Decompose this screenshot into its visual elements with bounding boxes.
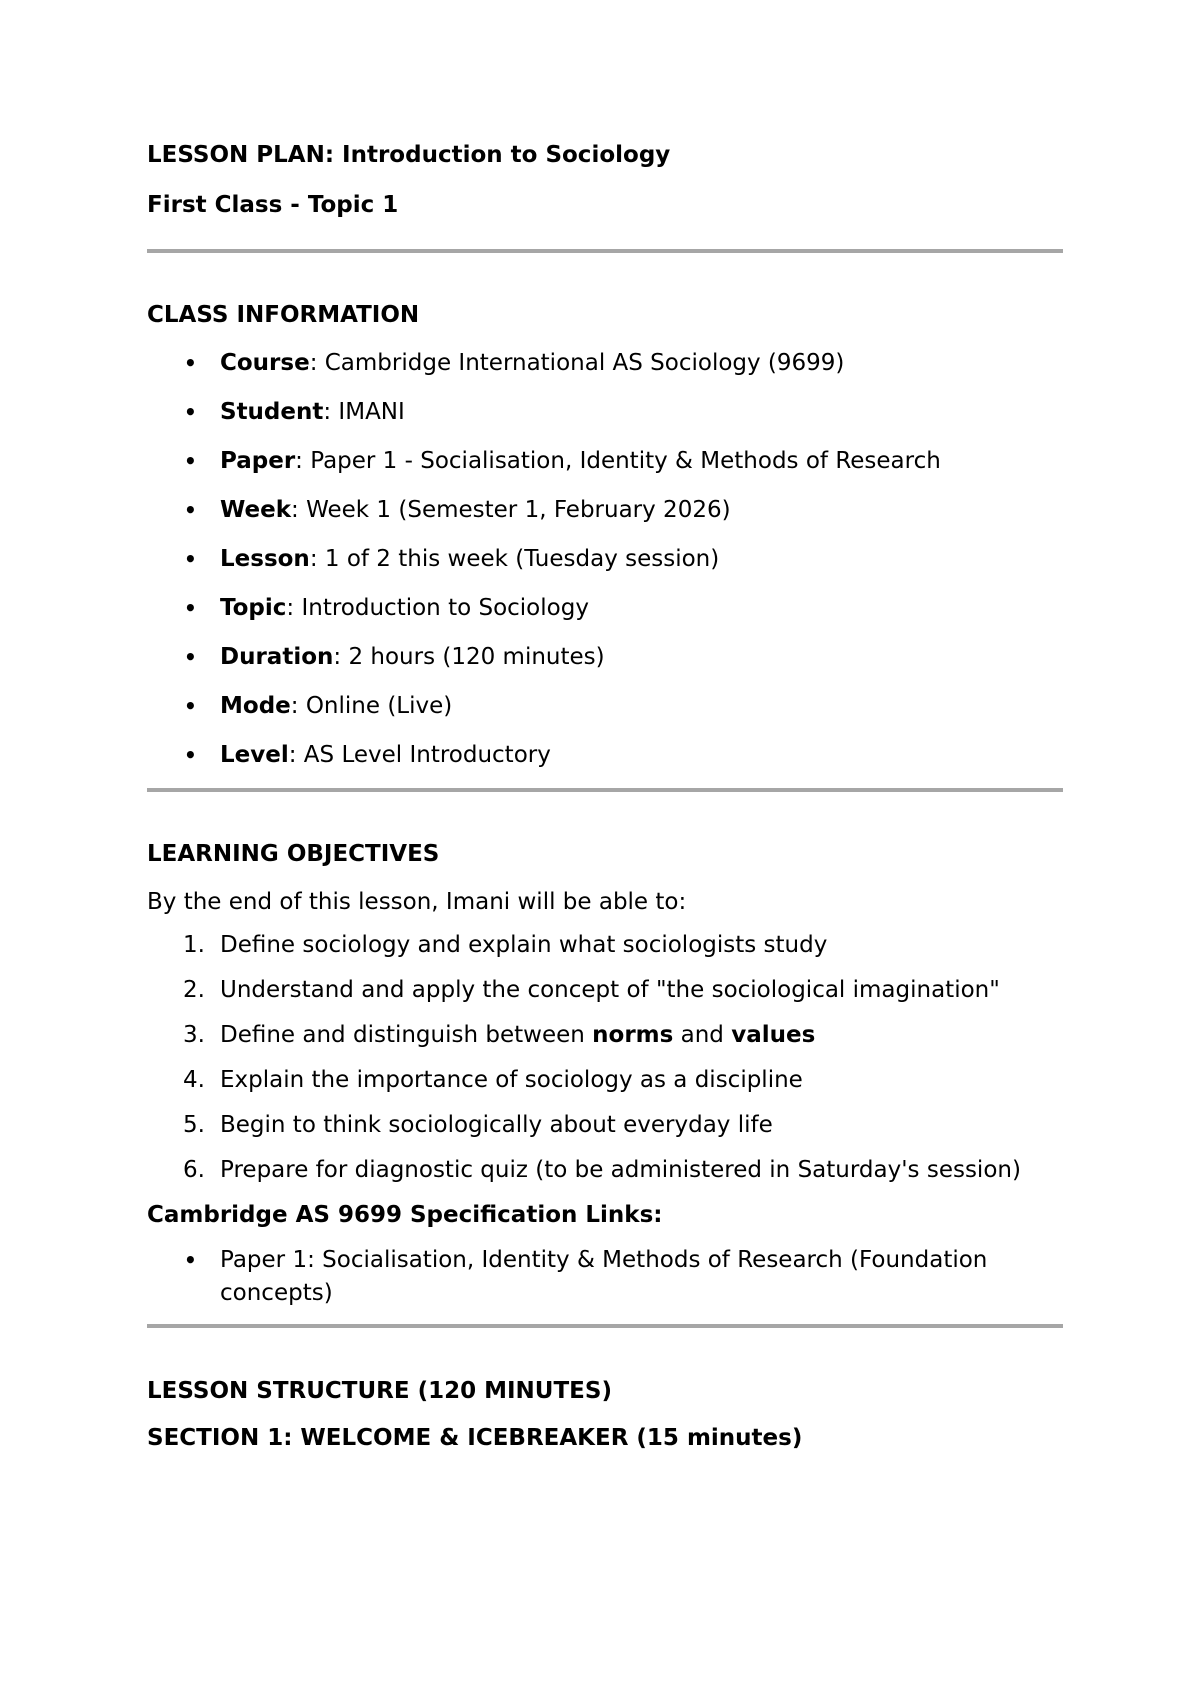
spec-links-heading: Cambridge AS 9699 Specification Links: (147, 1202, 663, 1228)
bullet-icon: • (184, 351, 197, 375)
class-info-item (147, 691, 1063, 721)
objective-item (147, 929, 1063, 962)
spec-link-item (147, 1244, 1063, 1310)
bullet-icon: • (184, 743, 197, 767)
class-info-value: : IMANI (323, 399, 405, 425)
objective-text: Define sociology and explain what sociologists study (220, 932, 828, 958)
objective-number: 1. (183, 932, 205, 958)
objective-text: and (673, 1022, 732, 1048)
learning-objectives-list (147, 929, 1063, 1187)
document-subtitle: First Class - Topic 1 (147, 192, 399, 218)
objective-text: Explain the importance of sociology as a discipline (220, 1067, 803, 1093)
objective-item (147, 1109, 1063, 1142)
class-info-item (147, 348, 1063, 378)
bullet-icon: • (184, 400, 197, 424)
class-info-item (147, 740, 1063, 770)
objective-item (147, 1019, 1063, 1052)
objective-item (147, 974, 1063, 1007)
objective-text: Understand and apply the concept of "the sociological imagination" (220, 977, 1000, 1003)
bullet-icon: • (184, 547, 197, 571)
learning-objectives-heading: LEARNING OBJECTIVES (147, 841, 440, 867)
class-info-label: Week (220, 497, 292, 523)
class-info-item (147, 544, 1063, 574)
class-information-list (147, 348, 1063, 770)
lesson-structure-heading: LESSON STRUCTURE (120 MINUTES) (147, 1378, 612, 1404)
objective-keyword: values (731, 1022, 816, 1048)
class-info-value: : Online (Live) (290, 693, 453, 719)
class-info-item (147, 642, 1063, 672)
class-info-label: Mode (220, 693, 291, 719)
objective-number: 6. (183, 1157, 205, 1183)
bullet-icon: • (184, 449, 197, 473)
objective-number: 5. (183, 1112, 205, 1138)
document-page (147, 140, 1063, 1453)
class-info-value: : 1 of 2 this week (Tuesday session) (309, 546, 720, 572)
class-info-label: Student (220, 399, 324, 425)
class-info-value: : 2 hours (120 minutes) (333, 644, 605, 670)
class-info-label: Paper (220, 448, 296, 474)
objective-item (147, 1064, 1063, 1097)
document-title: LESSON PLAN: Introduction to Sociology (147, 142, 671, 168)
class-info-label: Course (220, 350, 310, 376)
class-info-value: : Paper 1 - Socialisation, Identity & Methods of Research (295, 448, 941, 474)
objective-text: Begin to think sociologically about everyday life (220, 1112, 773, 1138)
objective-number: 2. (183, 977, 205, 1003)
class-info-value: : Week 1 (Semester 1, February 2026) (291, 497, 731, 523)
class-info-label: Lesson (220, 546, 310, 572)
bullet-icon: • (184, 1248, 197, 1272)
objective-keyword: norms (592, 1022, 674, 1048)
class-info-label: Duration (220, 644, 334, 670)
objective-text: Define and distinguish between (220, 1022, 593, 1048)
class-info-item (147, 495, 1063, 525)
class-info-item (147, 446, 1063, 476)
objective-number: 4. (183, 1067, 205, 1093)
bullet-icon: • (184, 694, 197, 718)
learning-objectives-intro: By the end of this lesson, Imani will be able to: (147, 889, 687, 915)
class-info-value: : Introduction to Sociology (286, 595, 589, 621)
bullet-icon: • (184, 498, 197, 522)
class-information-heading: CLASS INFORMATION (147, 302, 420, 328)
section-1-heading: SECTION 1: WELCOME & ICEBREAKER (15 minutes) (147, 1425, 803, 1451)
objective-text: Prepare for diagnostic quiz (to be administered in Saturday's session) (220, 1157, 1021, 1183)
objective-item (147, 1154, 1063, 1187)
class-info-item (147, 593, 1063, 623)
bullet-icon: • (184, 596, 197, 620)
spec-links-list (147, 1244, 1063, 1310)
class-info-value: : Cambridge International AS Sociology (9699) (309, 350, 845, 376)
class-info-label: Topic (220, 595, 287, 621)
bullet-icon: • (184, 645, 197, 669)
class-info-value: : AS Level Introductory (288, 742, 551, 768)
class-info-label: Level (220, 742, 289, 768)
spec-link-text: Paper 1: Socialisation, Identity & Methods of Research (Foundation concepts) (220, 1247, 988, 1306)
class-info-item (147, 397, 1063, 427)
objective-number: 3. (183, 1022, 205, 1048)
